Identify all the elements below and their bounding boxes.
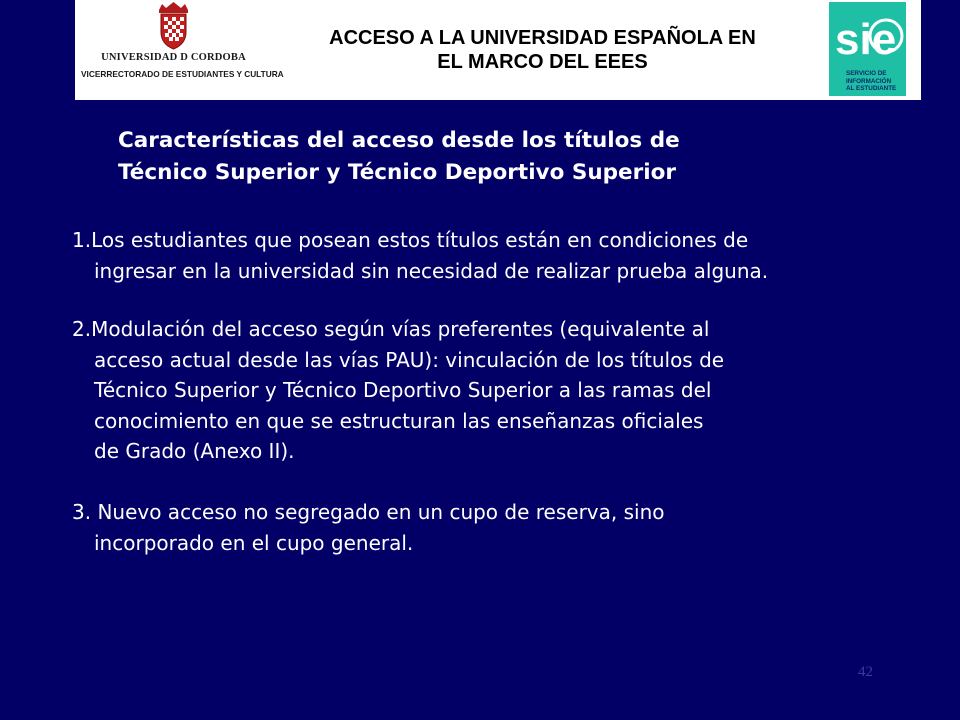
sie-caption — [829, 70, 906, 93]
list-item-line: ingresar en la universidad sin necesidad de realizar prueba alguna. — [94, 258, 769, 283]
list-item — [72, 314, 952, 467]
page-number: 42 — [858, 664, 873, 680]
list-item-line: 1.Los estudiantes que posean estos títulos están en condiciones de — [72, 228, 749, 252]
header-title — [270, 26, 815, 74]
sie-logo — [829, 2, 906, 96]
university-logo — [81, 2, 284, 88]
slide-title-line: Técnico Superior y Técnico Deportivo Superior — [118, 160, 676, 185]
list-item-line: Técnico Superior y Técnico Deportivo Superior a las ramas del — [94, 378, 712, 402]
sie-caption-line: INFORMACIÓN — [846, 77, 892, 85]
list-item-line: conocimiento en que se estructuran las enseñanzas oficiales — [94, 408, 704, 433]
list-item-line: incorporado en el cupo general. — [94, 530, 414, 555]
university-crest-icon — [81, 2, 266, 52]
list-item-line: 2.Modulación del acceso según vías preferentes (equivalente al — [72, 317, 710, 341]
slide-title — [118, 125, 918, 189]
university-name: UNIVERSIDAD D CORDOBA — [101, 52, 246, 63]
sie-letters: sie — [835, 15, 897, 64]
sie-logo-mark-icon — [829, 2, 906, 70]
sie-caption-line: SERVICIO DE — [846, 70, 887, 77]
list-item — [72, 225, 952, 286]
list-item-line: acceso actual desde las vías PAU): vinculación de los títulos de — [94, 347, 725, 372]
list-item — [72, 497, 952, 558]
vicerrectorado-name: VICERRECTORADO DE ESTUDIANTES Y CULTURA — [81, 69, 284, 79]
slide-title-line: Características del acceso desde los títulos de — [118, 128, 680, 153]
sie-caption-line: AL ESTUDIANTE — [846, 85, 897, 93]
header-title-line: ACCESO A LA UNIVERSIDAD ESPAÑOLA EN — [329, 27, 756, 49]
header-divider — [75, 97, 921, 100]
list-item-line: 3. Nuevo acceso no segregado en un cupo de reserva, sino — [72, 500, 665, 524]
header-title-line: EL MARCO DEL EEES — [437, 51, 648, 73]
list-item-line: de Grado (Anexo II). — [94, 439, 295, 463]
